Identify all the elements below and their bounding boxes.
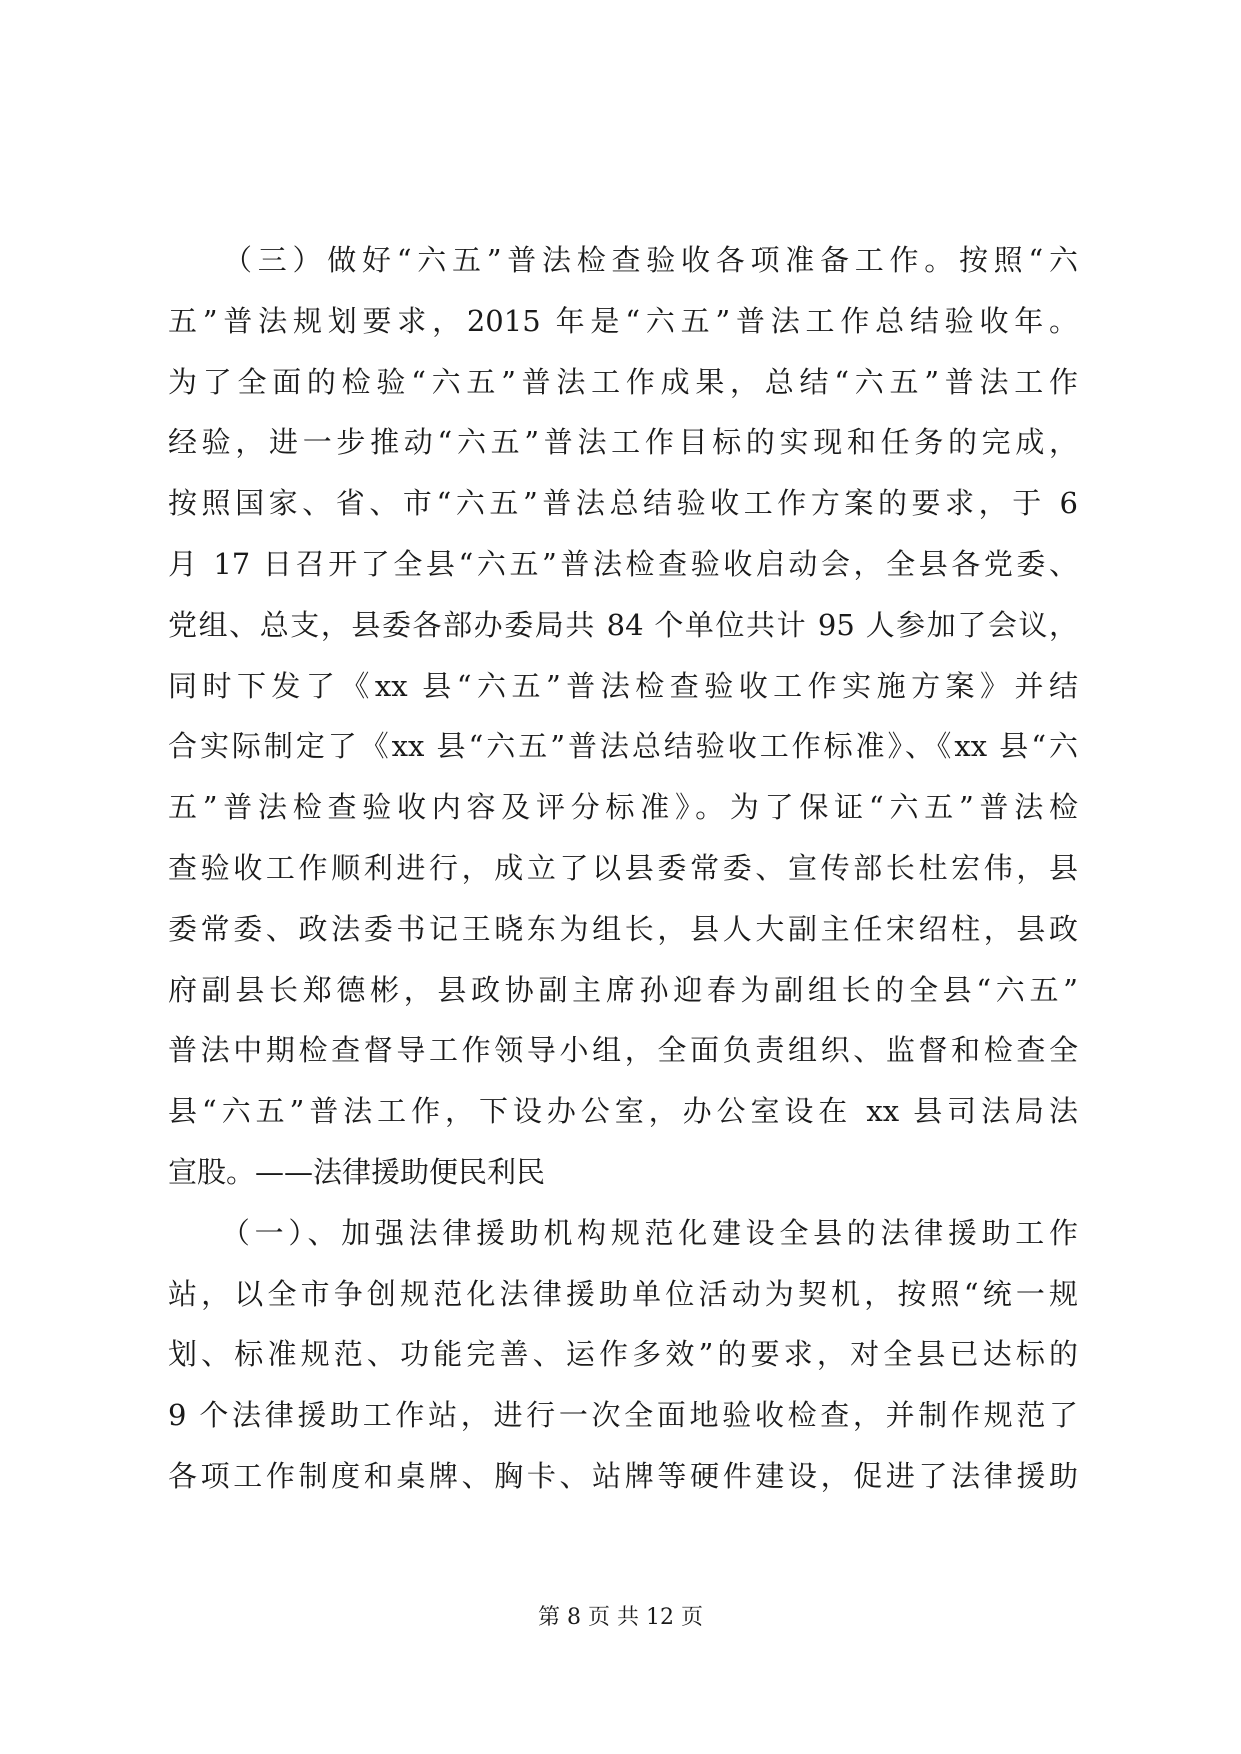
text-line-21: 各项工作制度和桌牌、胸卡、站牌等硬件建设，促进了法律援助 [168, 1458, 1078, 1493]
text-line-7: 党组、总支，县委各部办委局共 84 个单位共计 95 人参加了会议， [168, 607, 1078, 642]
text-line-9: 合实际制定了《xx 县“六五”普法总结验收工作标准》、《xx 县“六 [168, 729, 1078, 764]
text-line-20: 9 个法律援助工作站，进行一次全面地验收检查，并制作规范了 [168, 1398, 1078, 1433]
text-line-11: 查验收工作顺利进行，成立了以县委常委、宣传部长杜宏伟，县 [168, 850, 1078, 885]
page-number-footer: 第 8 页 共 12 页 [538, 1605, 703, 1630]
text-line-6: 月 17 日召开了全县“六五”普法检查验收启动会，全县各党委、 [168, 546, 1078, 581]
text-line-10: 五”普法检查验收内容及评分标准》。为了保证“六五”普法检 [168, 790, 1078, 825]
text-line-17: （一）、加强法律援助机构规范化建设全县的法律援助工作 [168, 1215, 1078, 1250]
text-line-15: 县“六五”普法工作，下设办公室，办公室设在 xx 县司法局法 [168, 1094, 1078, 1129]
text-line-18: 站，以全市争创规范化法律援助单位活动为契机，按照“统一规 [168, 1276, 1078, 1311]
text-line-2: 五”普法规划要求，2015 年是“六五”普法工作总结验收年。 [168, 303, 1078, 338]
text-line-3: 为了全面的检验“六五”普法工作成果，总结“六五”普法工作 [168, 364, 1078, 399]
text-line-19: 划、标准规范、功能完善、运作多效”的要求，对全县已达标的 [168, 1337, 1078, 1372]
text-line-14: 普法中期检查督导工作领导小组，全面负责组织、监督和检查全 [168, 1033, 1078, 1068]
text-line-13: 府副县长郑德彬，县政协副主席孙迎春为副组长的全县“六五” [168, 972, 1078, 1007]
text-line-4: 经验，进一步推动“六五”普法工作目标的实现和任务的完成， [168, 425, 1078, 460]
body-text [168, 230, 1078, 1507]
text-line-12: 委常委、政法委书记王晓东为组长，县人大副主任宋绍柱，县政 [168, 911, 1078, 946]
text-line-16: 宣股。——法律援助便民利民 [168, 1154, 546, 1189]
text-line-5: 按照国家、省、市“六五”普法总结验收工作方案的要求，于 6 [168, 486, 1078, 521]
text-line-8: 同时下发了《xx 县“六五”普法检查验收工作实施方案》并结 [168, 668, 1078, 703]
text-line-1: （三）做好“六五”普法检查验收各项准备工作。按照“六 [168, 243, 1078, 277]
